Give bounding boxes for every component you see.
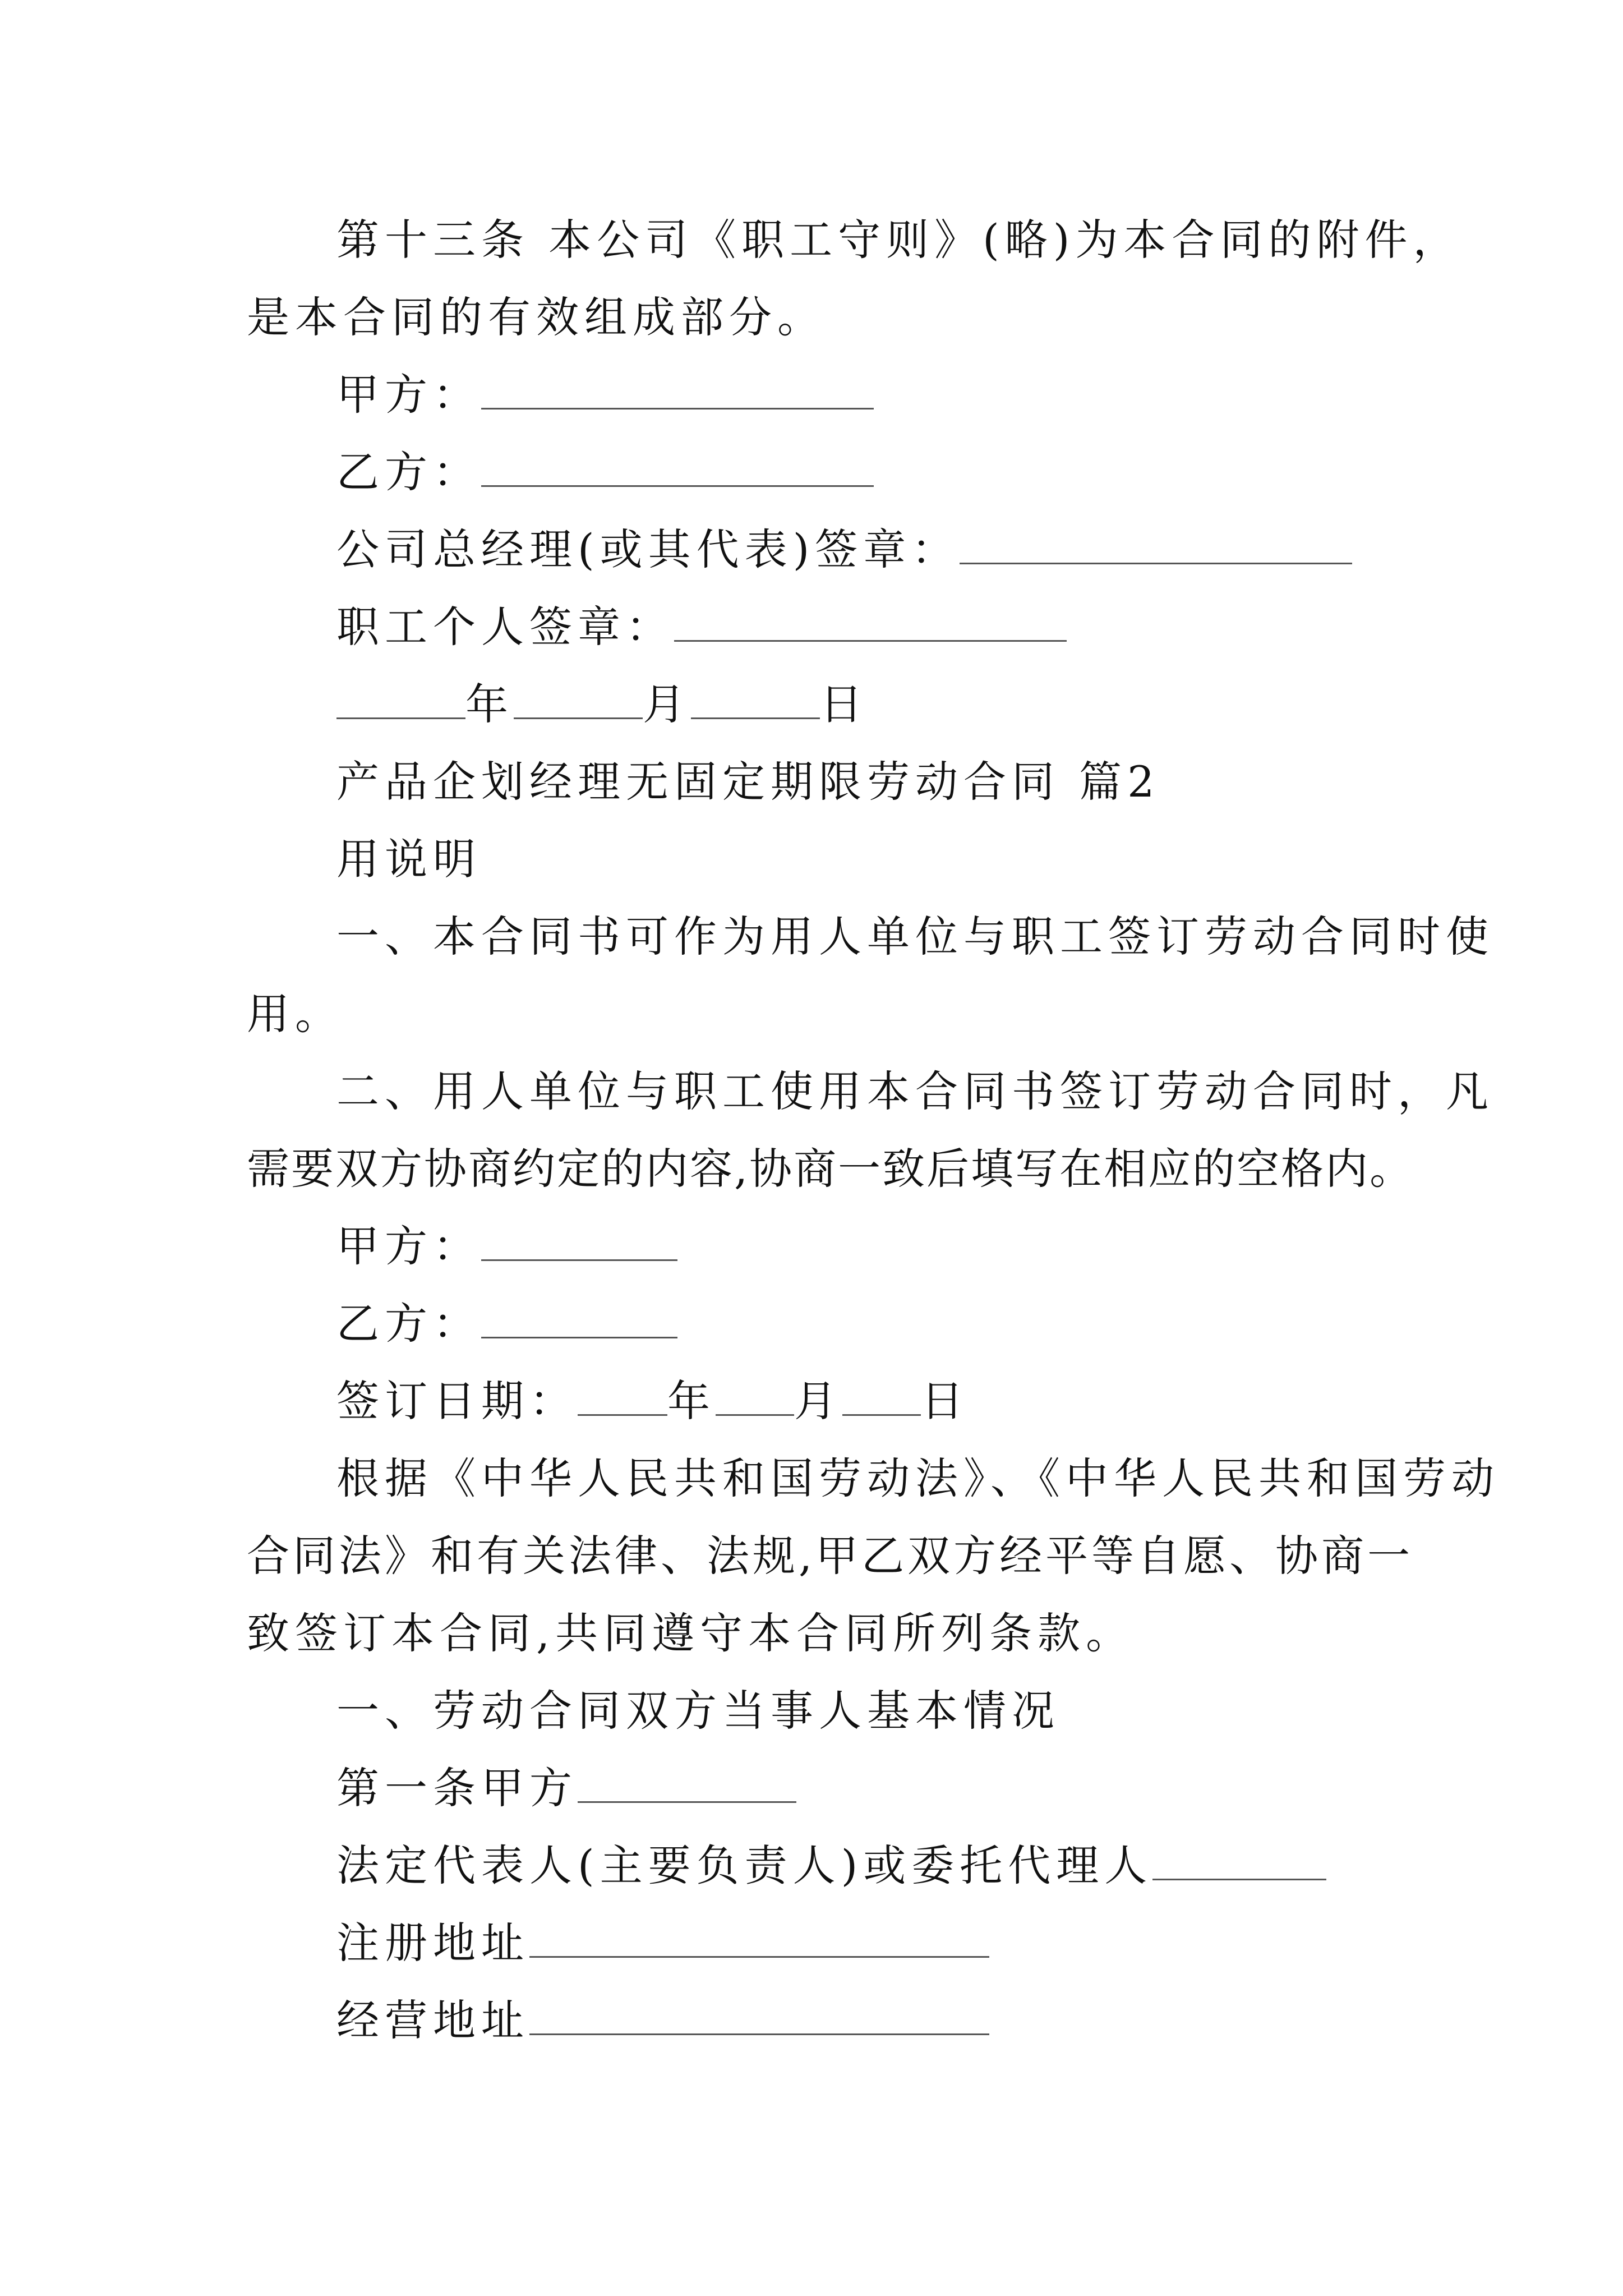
sign2-day-label: 日 xyxy=(921,1376,969,1426)
sign2-party-b xyxy=(336,1297,677,1351)
sign1-employee-label: 职工个人签章： xyxy=(336,602,674,652)
preamble-line3: 致签订本合同,共同遵守本合同所列条款。 xyxy=(247,1608,1135,1658)
instructions-title: 用说明 xyxy=(336,834,481,884)
sign1-party-b-label: 乙方： xyxy=(336,447,481,497)
sign2-month-blank xyxy=(716,1377,794,1416)
sign1-month-label: 月 xyxy=(643,679,691,729)
section1-reg-address xyxy=(336,1916,989,1970)
sign2-year-blank xyxy=(578,1377,667,1416)
preamble-line2: 合同法》和有关法律、法规,甲乙双方经平等自愿、协商一 xyxy=(247,1531,1414,1581)
op-address-blank xyxy=(529,1996,989,2035)
sign2-year-label: 年 xyxy=(667,1376,716,1426)
sign1-party-b xyxy=(336,445,874,499)
reg-address-label: 注册地址 xyxy=(336,1918,529,1968)
article1-blank xyxy=(578,1764,796,1803)
section1-article1 xyxy=(336,1761,796,1815)
section-heading-2: 产品企划经理无固定期限劳动合同 篇2 xyxy=(336,757,1160,807)
sign2-party-a-label: 甲方： xyxy=(336,1221,481,1271)
legal-rep-blank xyxy=(1152,1842,1326,1880)
sign1-employee xyxy=(336,600,1067,654)
sign1-party-a-blank xyxy=(481,371,874,409)
sign2-date xyxy=(336,1374,969,1428)
sign1-day-blank xyxy=(691,680,820,719)
section1-title: 一、劳动合同双方当事人基本情况 xyxy=(336,1686,1060,1736)
instructions-item1-line2: 用。 xyxy=(247,989,343,1039)
article13-line2: 是本合同的有效组成部分。 xyxy=(247,292,826,342)
sign1-manager xyxy=(336,523,1352,577)
sign2-date-label: 签订日期： xyxy=(336,1376,578,1426)
sign1-date xyxy=(336,678,868,731)
instructions-item2-line2: 需要双方协商约定的内容,协商一致后填写在相应的空格内。 xyxy=(247,1144,1414,1194)
sign1-month-blank xyxy=(514,680,643,719)
sign1-party-a-label: 甲方： xyxy=(336,370,481,420)
sign1-employee-blank xyxy=(674,603,1067,642)
sign1-party-a xyxy=(336,368,874,422)
sign2-party-a xyxy=(336,1220,677,1273)
sign2-party-a-blank xyxy=(481,1222,677,1261)
sign2-day-blank xyxy=(842,1377,921,1416)
sign1-year-label: 年 xyxy=(465,679,514,729)
article1-label: 第一条甲方 xyxy=(336,1763,578,1813)
section1-legal-rep xyxy=(336,1839,1326,1893)
reg-address-blank xyxy=(529,1919,989,1958)
sign1-year-blank xyxy=(336,680,465,719)
legal-rep-label: 法定代表人(主要负责人)或委托代理人 xyxy=(336,1841,1153,1890)
instructions-item1-line1: 一、本合同书可作为用人单位与职工签订劳动合同时使 xyxy=(336,912,1494,961)
section1-op-address xyxy=(336,1994,989,2047)
sign2-party-b-blank xyxy=(481,1300,677,1338)
sign1-party-b-blank xyxy=(481,448,874,487)
preamble-line1: 根据《中华人民共和国劳动法》、《中华人民共和国劳动 xyxy=(336,1453,1500,1503)
sign2-party-b-label: 乙方： xyxy=(336,1299,481,1349)
op-address-label: 经营地址 xyxy=(336,1995,529,2045)
sign1-day-label: 日 xyxy=(820,679,868,729)
sign2-month-label: 月 xyxy=(794,1376,842,1426)
sign1-manager-blank xyxy=(960,526,1352,564)
instructions-item2-line1: 二、用人单位与职工使用本合同书签订劳动合同时，凡 xyxy=(336,1066,1494,1116)
sign1-manager-label: 公司总经理(或其代表)签章： xyxy=(336,524,960,574)
article13-line1: 第十三条 本公司《职工守则》(略)为本合同的附件， xyxy=(336,215,1461,265)
